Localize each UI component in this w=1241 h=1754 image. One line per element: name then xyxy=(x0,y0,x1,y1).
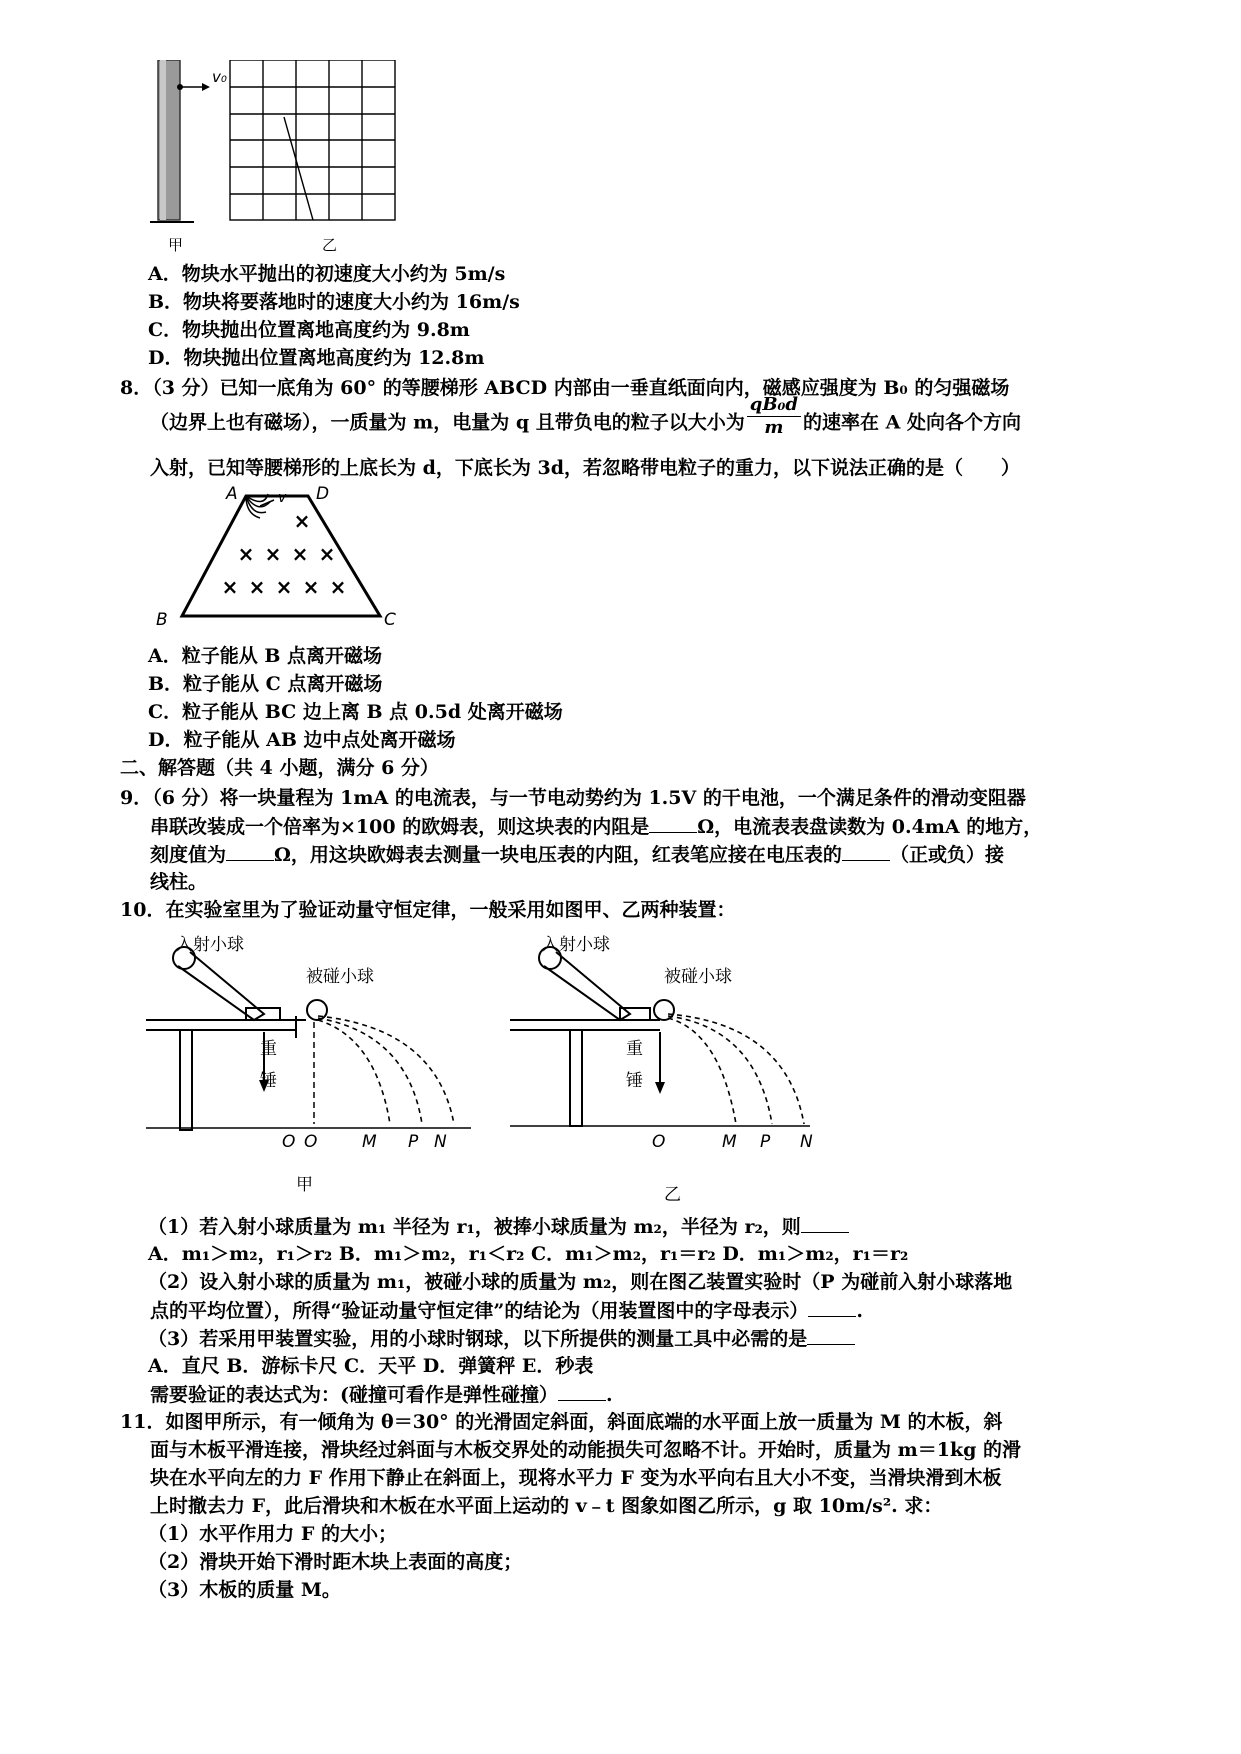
q9-line1: 9．（6 分）将一块量程为 1mA 的电流表，与一节电动势约为 1.5V 的干电池，一个满足条件的滑动变阻器 xyxy=(120,787,1026,809)
q10-expr-period: . xyxy=(606,1384,613,1406)
answer-blank[interactable] xyxy=(649,814,697,833)
answer-blank[interactable] xyxy=(808,1298,856,1317)
trajectory-segment xyxy=(284,117,313,220)
q9-line4: 线柱。 xyxy=(150,871,208,893)
svg-text:×: × xyxy=(329,575,347,599)
q8-line2-tail: 的速率在 A 处向各个方向 xyxy=(803,411,1022,434)
vertex-c-label: C xyxy=(384,610,396,630)
q9-line2-tail: Ω，电流表表盘读数为 0.4mA 的地方， xyxy=(697,816,1043,838)
q10-sub3-options: A．直尺 B．游标卡尺 C．天平 D．弹簧秤 E．秒表 xyxy=(148,1355,594,1377)
fig-label-jia: 甲 xyxy=(296,1175,313,1195)
section-heading: 二、解答题（共 4 小题，满分 6 分） xyxy=(120,757,439,779)
axis-label: N xyxy=(434,1132,447,1152)
q8-stem-line1: 8．（3 分）已知一底角为 60° 的等腰梯形 ABCD 内部由一垂直纸面向内，磁感应强度为 B₀ 的匀强磁场 xyxy=(120,377,1010,399)
answer-blank[interactable] xyxy=(558,1382,606,1401)
particle-trajectories xyxy=(246,494,270,518)
q7-figure xyxy=(150,60,420,260)
svg-text:×: × xyxy=(221,575,239,599)
q11-line1: 11．如图甲所示，有一倾角为 θ＝30° 的光滑固定斜面，斜面底端的水平面上放一质量为 M 的木板，斜 xyxy=(120,1411,1003,1433)
q11-sub3: （3）木板的质量 M。 xyxy=(148,1579,341,1601)
velocity-v-label: v xyxy=(278,490,287,506)
q8-option-c: C．粒子能从 BC 边上离 B 点 0.5d 处离开磁场 xyxy=(148,701,563,723)
fig-label-yi: 乙 xyxy=(664,1185,681,1205)
q10-sub1 xyxy=(148,1214,849,1239)
axis-label: O xyxy=(652,1132,666,1152)
answer-blank[interactable] xyxy=(801,1214,849,1233)
q8-option-b: B．粒子能从 C 点离开磁场 xyxy=(148,673,383,695)
q11-sub1: （1）水平作用力 F 的大小； xyxy=(148,1523,397,1545)
fraction-numerator: qB₀d xyxy=(747,394,801,417)
q10-sub1-options: A．m₁＞m₂，r₁＞r₂ B．m₁＞m₂，r₁＜r₂ C．m₁＞m₂，r₁＝r₂ D．m₁＞m₂，r₁＝r₂ xyxy=(148,1243,909,1265)
fraction-denominator: m xyxy=(764,417,784,438)
q8-option-a: A．粒子能从 B 点离开磁场 xyxy=(148,645,383,667)
q7-option-d: D．物块抛出位置离地高度约为 12.8m xyxy=(148,347,485,369)
axis-label: P xyxy=(760,1132,771,1152)
apparatus-yi-figure xyxy=(510,928,820,1128)
q8-stem-line3: 入射，已知等腰梯形的上底长为 d，下底长为 3d，若忽略带电粒子的重力，以下说法正确的是（ ） xyxy=(150,457,1021,479)
q9-line2-text: 串联改装成一个倍率为×100 的欧姆表，则这块表的内阻是 xyxy=(150,816,650,838)
q10-sub2-text: 点的平均位置），所得“验证动量守恒定律”的结论为（用装置图中的字母表示） xyxy=(150,1300,809,1322)
q7-option-c: C．物块抛出位置离地高度约为 9.8m xyxy=(148,319,470,341)
q8-option-d: D．粒子能从 AB 边中点处离开磁场 xyxy=(148,729,456,751)
q9-line3-tail: （正或负）接 xyxy=(889,844,1004,866)
svg-text:×: × xyxy=(275,575,293,599)
target-ball-label: 被碰小球 xyxy=(306,967,374,987)
q10-sub2-line2 xyxy=(150,1298,863,1323)
svg-text:×: × xyxy=(248,575,266,599)
answer-blank[interactable] xyxy=(842,842,890,861)
weight-label-2: 锤 xyxy=(260,1071,277,1091)
q9-line2 xyxy=(150,814,1042,839)
answer-blank[interactable] xyxy=(807,1326,855,1345)
axis-label: O xyxy=(304,1132,318,1152)
svg-text:×: × xyxy=(237,542,255,566)
q10-sub2-period: . xyxy=(856,1300,863,1322)
axis-label: M xyxy=(362,1132,377,1152)
magnetic-field-crosses xyxy=(222,509,347,599)
vertex-b-label: B xyxy=(156,610,168,630)
fig-label-yi: 乙 xyxy=(322,236,338,254)
weight-label-1: 重 xyxy=(626,1039,643,1059)
v0-label: v₀ xyxy=(212,68,227,86)
q8-stem-line2 xyxy=(150,394,1022,439)
weight-label-1: 重 xyxy=(260,1039,277,1059)
q8-line2-text: （边界上也有磁场），一质量为 m，电量为 q 且带负电的粒子以大小为 xyxy=(150,411,745,434)
q11-line4: 上时撤去力 F，此后滑块和木板在水平面上运动的 v﹣t 图象如图乙所示，g 取 10m/s². 求： xyxy=(150,1495,943,1517)
axis-label: M xyxy=(722,1132,737,1152)
q10-expr-text: 需要验证的表达式为：(碰撞可看作是弹性碰撞） xyxy=(150,1384,558,1406)
q7-option-b: B．物块将要落地时的速度大小约为 16m/s xyxy=(148,291,520,313)
svg-text:×: × xyxy=(291,542,309,566)
q10-sub2-line1: （2）设入射小球的质量为 m₁，被碰小球的质量为 m₂，则在图乙装置实验时（P 为碰前入射小球落地 xyxy=(148,1271,1013,1293)
svg-text:×: × xyxy=(302,575,320,599)
q9-line3-text: 刻度值为 xyxy=(150,844,227,866)
q11-sub2: （2）滑块开始下滑时距木块上表面的高度； xyxy=(148,1551,523,1573)
svg-text:×: × xyxy=(318,542,336,566)
axis-label: O xyxy=(282,1132,296,1152)
q9-line3-mid: Ω，用这块欧姆表去测量一块电压表的内阻，红表笔应接在电压表的 xyxy=(274,844,842,866)
q10-sub3 xyxy=(148,1326,855,1351)
fig-label-jia: 甲 xyxy=(168,236,184,254)
axis-label: P xyxy=(408,1132,419,1152)
speed-fraction xyxy=(747,394,801,439)
apparatus-jia-figure xyxy=(146,928,476,1138)
incident-ball-label: 入射小球 xyxy=(542,935,610,955)
q10-sub1-text: （1）若入射小球质量为 m₁ 半径为 r₁，被捧小球质量为 m₂，半径为 r₂，则 xyxy=(148,1216,801,1238)
svg-text:×: × xyxy=(293,509,311,533)
grid xyxy=(230,60,395,220)
weight-label-2: 锤 xyxy=(626,1071,643,1091)
q11-line2: 面与木板平滑连接，滑块经过斜面与木板交界处的动能损失可忽略不计。开始时，质量为 m＝1kg 的滑 xyxy=(150,1439,1022,1461)
q11-line3: 块在水平向左的力 F 作用下静止在斜面上，现将水平力 F 变为水平向右且大小不变，当滑块滑到木板 xyxy=(150,1467,1002,1489)
trapezoid-figure xyxy=(150,486,410,636)
target-ball-label: 被碰小球 xyxy=(664,967,732,987)
vertex-d-label: D xyxy=(316,484,330,504)
q9-line3 xyxy=(150,842,1004,867)
q10-line1: 10．在实验室里为了验证动量守恒定律，一般采用如图甲、乙两种装置： xyxy=(120,899,736,921)
incident-ball-label: 入射小球 xyxy=(176,935,244,955)
q10-sub3-expression xyxy=(150,1382,613,1407)
answer-blank[interactable] xyxy=(226,842,274,861)
vertex-a-label: A xyxy=(226,484,238,504)
q7-option-a: A．物块水平抛出的初速度大小约为 5m/s xyxy=(148,263,506,285)
svg-text:×: × xyxy=(264,542,282,566)
q10-sub3-text: （3）若采用甲装置实验，用的小球时钢球，以下所提供的测量工具中必需的是 xyxy=(148,1328,808,1350)
axis-label: N xyxy=(800,1132,813,1152)
